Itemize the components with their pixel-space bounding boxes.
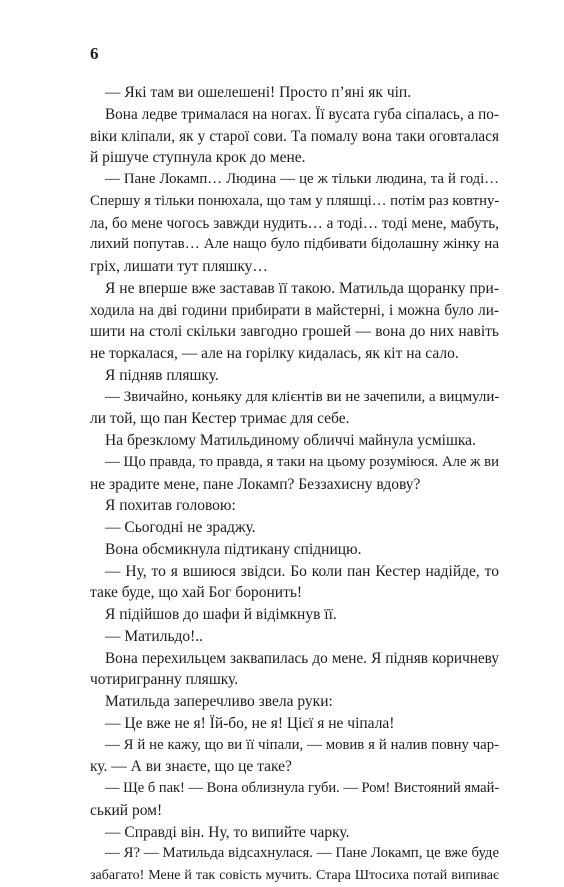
text-line: — Я? — Матильда відсахнулася. — Пане Локамп, це вже буде bbox=[105, 845, 499, 862]
text-line: Вона перехильцем заквапилась до мене. Я підняв коричневу bbox=[105, 649, 499, 667]
text-line: На брезклому Матильдиному обличчі майнула усмішка. bbox=[105, 432, 476, 449]
text-line: таке буде, що хай Бог боронить! bbox=[90, 584, 303, 602]
text-line: Я підняв пляшку. bbox=[105, 366, 219, 384]
text-line: шити на столі скільки завгодно грошей — вона до них навіть bbox=[90, 323, 499, 341]
text-line: й рішуче ступнула крок до мене. bbox=[90, 149, 306, 167]
text-line: ський ром! bbox=[90, 801, 163, 819]
text-line: — Ну, то я вшиюся звідси. Бо коли пан Кестер надійде, то bbox=[105, 562, 499, 580]
text-line: — Сьогодні не зраджу. bbox=[105, 519, 256, 536]
text-line: Я не вперше вже заставав її такою. Матильда щоранку при- bbox=[105, 279, 499, 297]
text-line: чотиригранну пляшку. bbox=[90, 671, 239, 689]
text-line: — Які там ви ошелешені! Просто п’яні як чіп. bbox=[105, 84, 412, 101]
text-line: Матильда заперечливо звела руки: bbox=[105, 693, 333, 710]
text-line: не зрадите мене, пане Локамп? Беззахисну вдову? bbox=[90, 475, 421, 493]
text-line: — Ще б пак! — Вона облизнула губи. — Ром! Вистояний ямай- bbox=[105, 780, 499, 796]
text-line: не торкалася, — але на горілку кидалась, як кіт на сало. bbox=[90, 345, 459, 362]
text-line: забагато! Мене й так совість мучить. Стара Штосиха потай випиває bbox=[90, 868, 499, 883]
text-line: — Звичайно, коньяку для клієнтів ви не зачепили, а вицмули- bbox=[105, 388, 499, 405]
text-line: — Це вже не я! Їй-бо, не я! Цієї я не чіпала! bbox=[105, 714, 395, 732]
text-line: віки кліпали, як у старої сови. Та помалу вона таки оговталася bbox=[90, 127, 499, 145]
text-line: Я похитав головою: bbox=[105, 497, 236, 515]
page-text bbox=[90, 82, 499, 887]
text-line: гріх, лишати тут пляшку… bbox=[90, 258, 268, 275]
text-line: — Що правда, то правда, я таки на цьому розуміюся. Але ж ви bbox=[105, 453, 499, 470]
text-line: Я підійшов до шафи й відімкнув її. bbox=[105, 606, 337, 623]
text-line: ку. — А ви знаєте, що це таке? bbox=[90, 758, 292, 776]
text-line: — Справді він. Ну, то випийте чарку. bbox=[105, 823, 350, 841]
text-line: Вона ледве трималася на ногах. Її вусата губа сіпалась, а по- bbox=[105, 105, 499, 123]
text-line: ла, бо мене чогось завжди нудить… а тоді… тоді мене, мабуть, bbox=[90, 214, 499, 232]
text-line: Спершу я тільки понюхала, що там у пляшці… потім раз ковтну- bbox=[90, 192, 499, 209]
text-line: ходила на дві години прибирати в майстерні, і можна було ли- bbox=[90, 301, 499, 319]
text-line: Вона обсмикнула підтикану спідницю. bbox=[105, 540, 362, 558]
text-line: — Матильдо!.. bbox=[105, 627, 204, 645]
text-line: — Я й не кажу, що ви її чіпали, — мовив я й налив повну чар- bbox=[105, 736, 499, 753]
page-number: 6 bbox=[90, 44, 99, 63]
text-line: лихий попутав… Але нащо було підбивати бідолашну жінку на bbox=[90, 236, 499, 253]
text-line: — Пане Локамп… Людина — це ж тільки людина, та й годі… bbox=[105, 171, 499, 187]
text-line: ли той, що пан Кестер тримає для себе. bbox=[90, 410, 350, 428]
